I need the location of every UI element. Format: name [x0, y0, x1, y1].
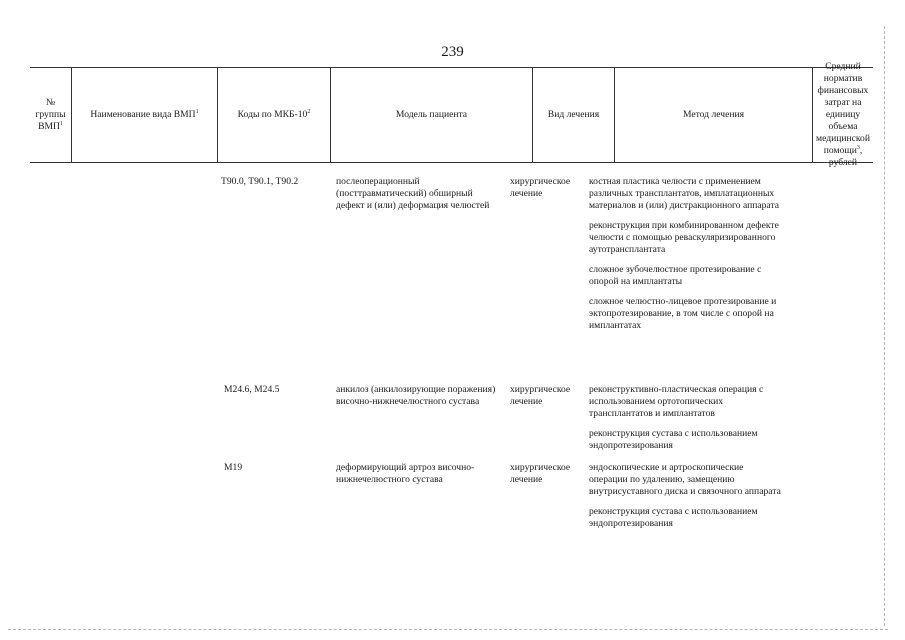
header-cost	[813, 60, 873, 169]
method-item: костная пластика челюсти с применением различных трансплантатов, имплатационных материалов и (или) дистракционного аппарата	[589, 176, 779, 211]
method-item: реконструкция сустава с использованием эндопротезирования	[589, 427, 758, 451]
table-header	[30, 60, 873, 169]
header-mkb-codes	[218, 68, 331, 162]
header-group-number	[30, 68, 72, 162]
header-cost-label: Средний норматив финансовых затрат на единицу объема медицинской помощи	[816, 60, 870, 157]
footnote-mark: 1	[59, 120, 63, 127]
method-item: реконструкция при комбинированном дефекте челюсти с помощью реваскуляризированного аутотрансплантата	[589, 219, 779, 255]
header-group-number-label: № группы ВМП	[35, 96, 66, 133]
row-3-treatment-type: хирургическое лечение	[510, 462, 571, 485]
row-1-treatment-type: хирургическое лечение	[510, 176, 571, 199]
row-3-codes: M19	[224, 462, 243, 473]
header-treatment-method-label: Метод лечения	[682, 109, 745, 120]
method-item: реконструктивно-пластическая операция с использованием ортотопических трансплантатов и имплантатов	[589, 384, 764, 419]
header-patient-model-label: Модель пациента	[395, 109, 468, 120]
header-vmp-name	[72, 68, 218, 162]
page-number: 239	[441, 44, 464, 60]
row-2-treatment-type: хирургическое лечение	[510, 384, 571, 407]
scan-edge-right	[884, 26, 885, 626]
header-treatment-type-label: Вид лечения	[547, 109, 600, 120]
row-1-methods	[589, 176, 781, 340]
footnote-mark: 1	[195, 108, 199, 115]
scan-edge-bottom	[8, 629, 888, 630]
row-3-methods	[589, 462, 781, 538]
method-item: сложное зубочелюстное протезирование с опорой на имплантаты	[589, 263, 762, 287]
method-item: реконструкция сустава с использованием эндопротезирования	[589, 505, 758, 529]
footnote-mark: 2	[307, 108, 311, 115]
header-cost-suffix: , рублей	[828, 145, 863, 169]
header-mkb-codes-label: Коды по МКБ-10	[237, 109, 308, 121]
row-2-methods	[589, 384, 781, 460]
row-1-codes: T90.0, T90.1, T90.2	[221, 176, 299, 187]
method-item: эндоскопические и артроскопические операции по удалению, замещению внутрисуставного диска и связочного аппарата	[589, 462, 781, 497]
row-2-codes: M24.6, M24.5	[224, 384, 280, 395]
row-1-patient-model: послеоперационный (посттравматический) обширный дефект и (или) деформация челюстей	[336, 176, 490, 211]
method-item: сложное челюстно-лицевое протезирование и эктопротезирование, в том числе с опорой на имплантатах	[589, 295, 777, 331]
header-vmp-name-label: Наименование вида ВМП	[90, 109, 196, 121]
header-treatment-method	[615, 68, 813, 162]
header-treatment-type	[533, 68, 615, 162]
footnote-mark: 3	[856, 144, 860, 151]
row-3-patient-model: деформирующий артроз височно-нижнечелюстного сустава	[336, 462, 475, 485]
header-patient-model	[331, 68, 533, 162]
row-2-patient-model: анкилоз (анкилозирующие поражения) височно-нижнечелюстного сустава	[336, 384, 496, 407]
